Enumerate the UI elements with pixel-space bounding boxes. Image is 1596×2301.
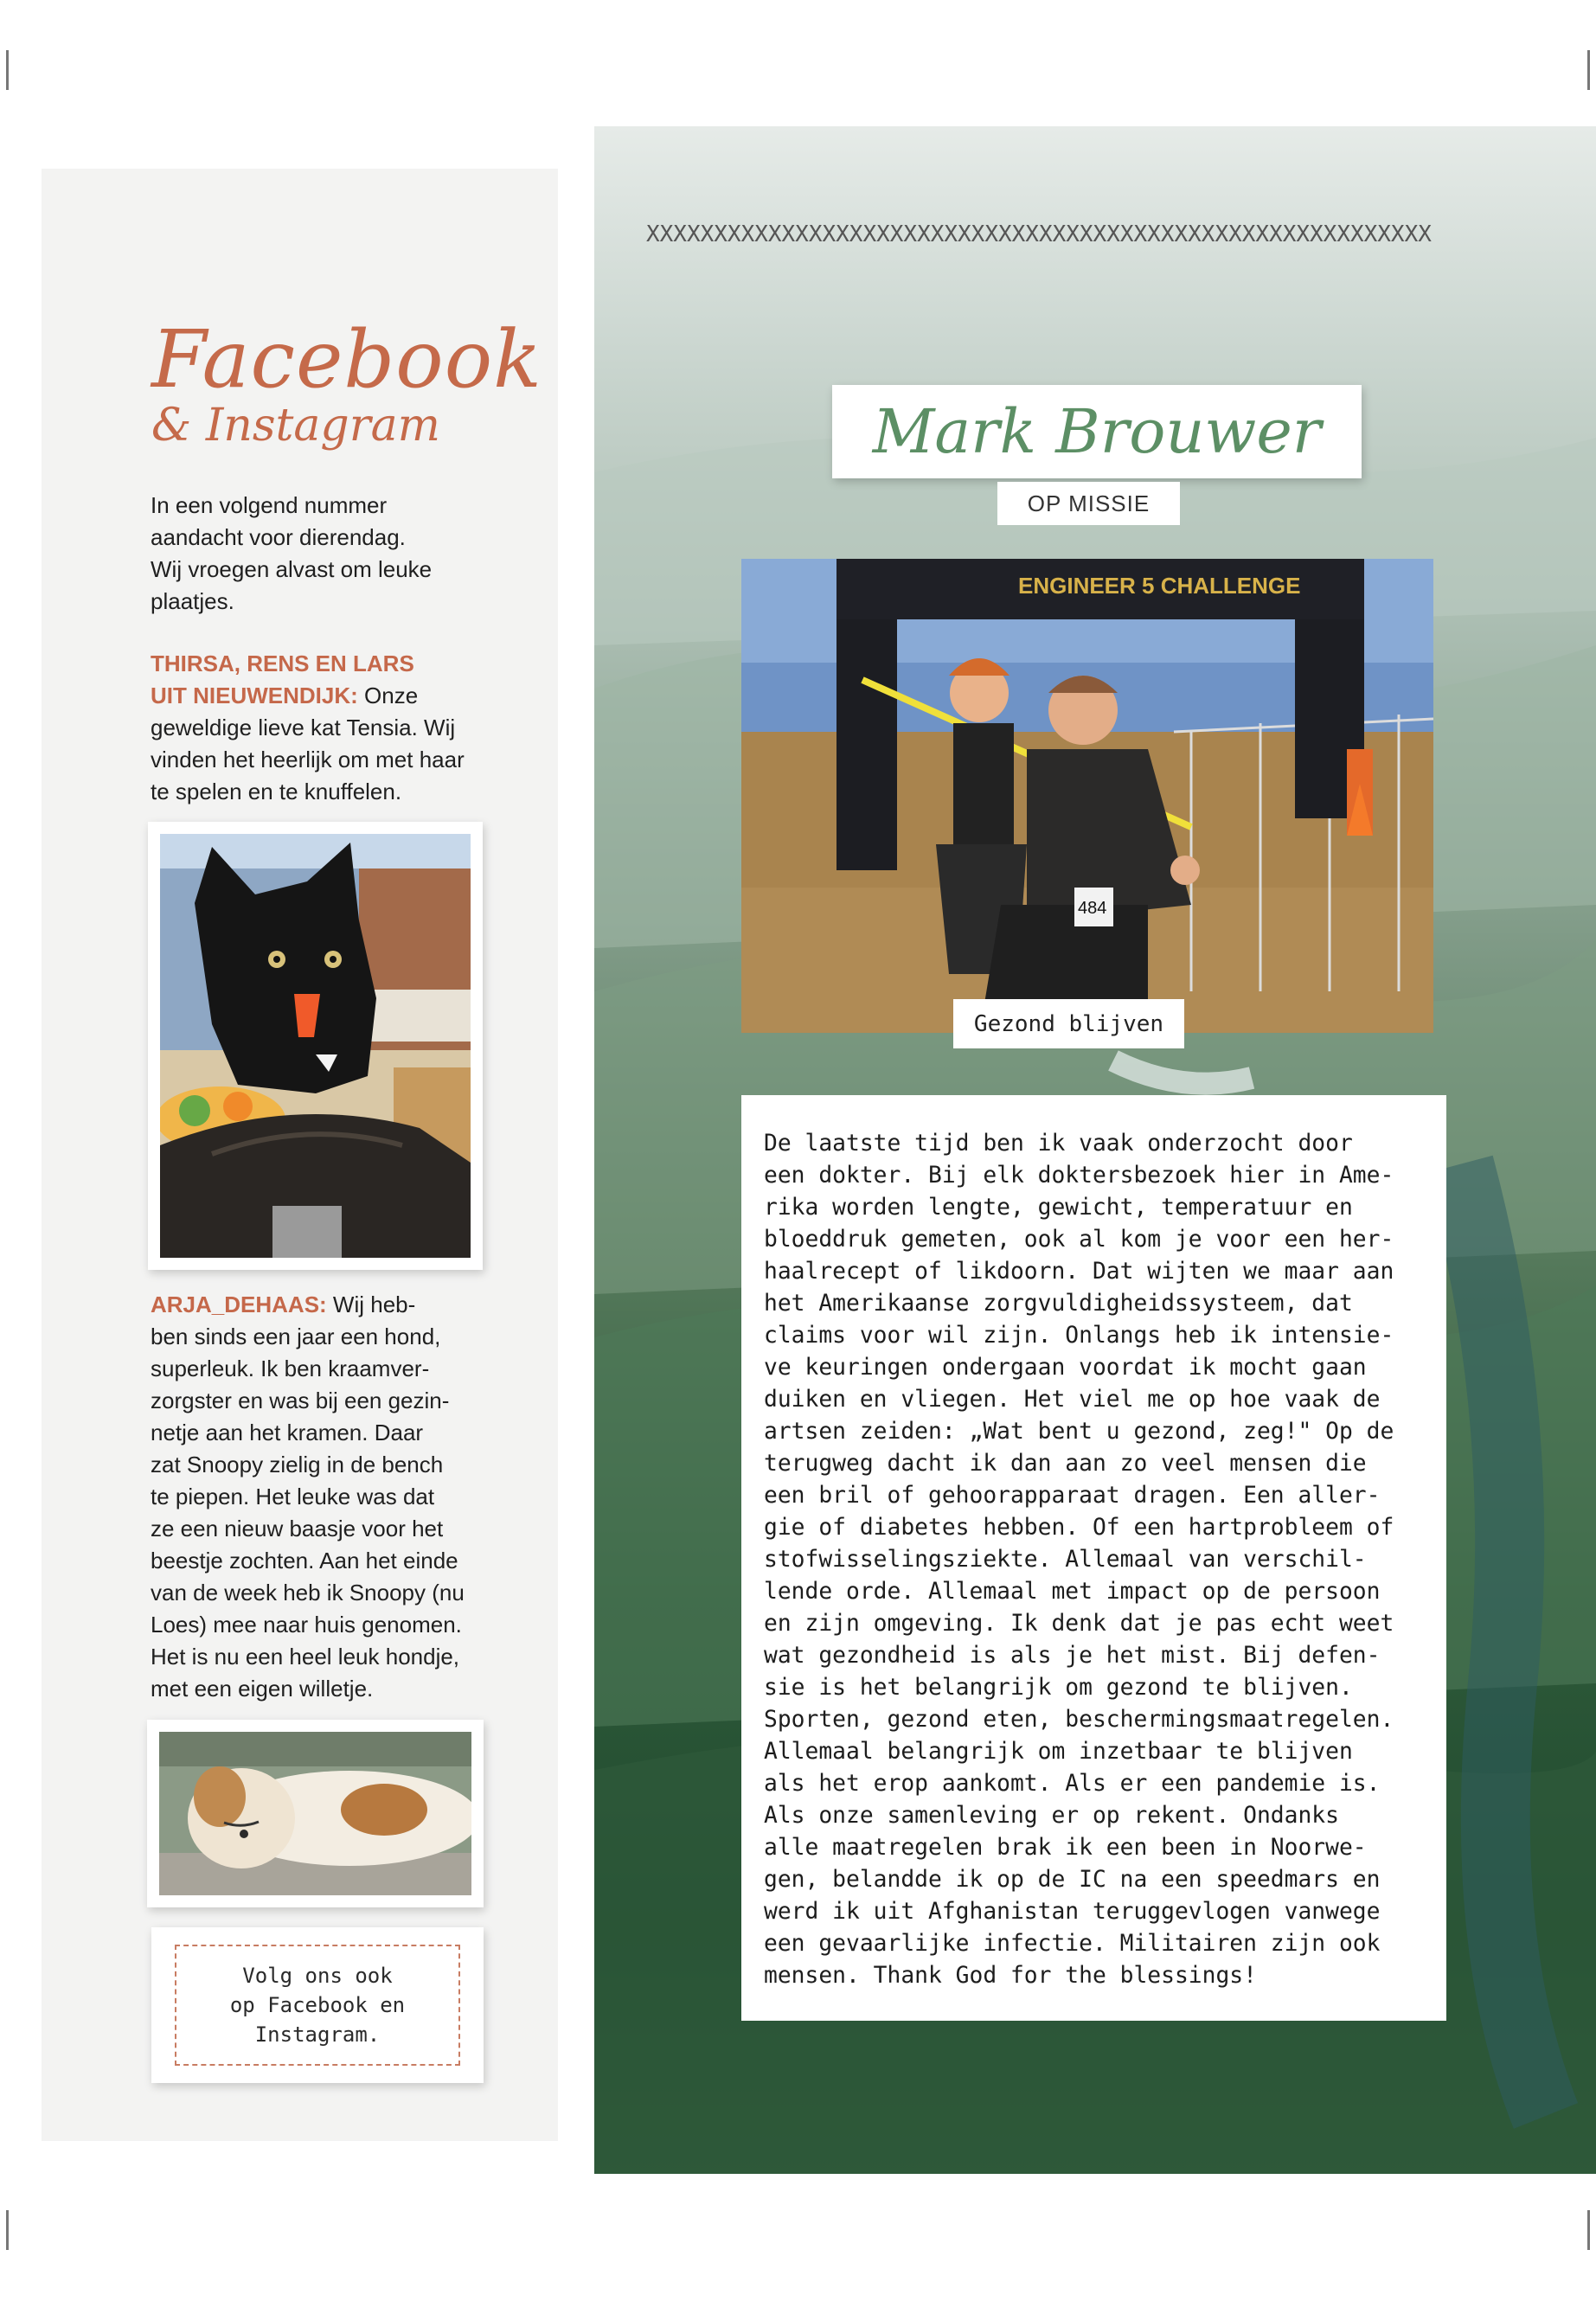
- arch-banner-text: ENGINEER 5 CHALLENGE: [1018, 573, 1301, 599]
- crop-mark-top-right: [1587, 50, 1590, 90]
- post-text: Onze geweldige lieve kat Tensia. Wij vinden het heerlijk om met haar te spelen en te knuffelen.: [151, 683, 465, 804]
- intro-text: In een volgend nummer aandacht voor dierendag. Wij vroegen alvast om leuke plaatjes.: [151, 492, 433, 614]
- post-thirsa: [151, 648, 492, 808]
- article-title: Mark Brouwer: [872, 396, 1322, 467]
- article-body-box: [741, 1095, 1446, 2021]
- post-arja: [151, 1289, 492, 1705]
- photo-caption: Gezond blijven: [953, 999, 1184, 1048]
- cat-image: [160, 834, 471, 1258]
- post-text: Wij heb- ben sinds een jaar een hond, superleuk. Ik ben kraamver- zorgster en was bij een gezin- netje aan het kramen. Daar zat Snoopy zielig in de bench te piepen. Het leuke was dat ze een nieuw baasje voor het beestje zochten. Aan het einde van de week heb ik Snoopy (nu Loes) mee naar huis genomen. Het is nu een heel leuk hondje, met een eigen willetje.: [151, 1292, 465, 1702]
- crop-mark-bottom-right: [1587, 2210, 1590, 2250]
- cat-photo: [148, 822, 483, 1270]
- race-photo: [741, 559, 1433, 1033]
- race-image: [741, 559, 1433, 1033]
- bib-number: 484: [1078, 899, 1107, 918]
- article-body: De laatste tijd ben ik vaak onderzocht door een dokter. Bij elk doktersbezoek hier in Ame- rika worden lengte, gewicht, temperatuur en bloeddruk gemeten, ook al kom je voor een her- haalrecept of likdoorn. Dat wijten we maar aan het Amerikaanse zorgvuldigheidssysteem, dat claims voor wil zijn. Onlangs heb ik intensie- ve keuringen ondergaan voordat ik mocht gaan duiken en vliegen. Het viel me op hoe vaak de artsen zeiden: „Wat bent u gezond, zeg!" Op de terugweg dacht ik dan aan zo veel mensen die een bril of gehoorapparaat dragen. Een aller- gie of diabetes hebben. Of een hartprobleem of stofwisselingsziekte. Allemaal van verschil- lende orde. Allemaal met impact op de persoon en zijn omgeving. Ik denk dat je pas echt weet wat gezondheid is als je het mist. Bij defen- sie is het belangrijk om gezond te blijven. Sporten, gezond eten, beschermingsmaatregelen. Allemaal belangrijk om inzetbaar te blijven als het erop aankomt. Als er een pandemie is. Als onze samenleving er op rekent. Ondanks alle maatregelen brak ik een been in Noorwe- gen, belandde ik op de IC na een speedmars en werd ik uit Afghanistan teruggevlogen vanwege een gevaarlijke infectie. Militairen zijn ook mensen. Thank God for the blessings!: [764, 1131, 1394, 1989]
- decorative-x-row: XXXXXXXXXXXXXXXXXXXXXXXXXXXXXXXXXXXXXXXXXXXXXXXXXXXXXXXXXX: [646, 221, 1432, 247]
- post-author: THIRSA, RENS EN LARS UIT NIEUWENDIJK:: [151, 651, 414, 708]
- follow-us-text: Volg ons ook op Facebook en Instagram.: [175, 1945, 460, 2066]
- dog-photo: [147, 1720, 484, 1907]
- dog-image: [159, 1732, 471, 1895]
- facebook-title: Facebook: [151, 313, 542, 406]
- crop-mark-bottom-left: [6, 2210, 9, 2250]
- follow-us-box: [151, 1927, 484, 2083]
- crop-mark-top-left: [6, 50, 9, 90]
- instagram-subtitle: & Instagram: [151, 400, 440, 452]
- article-name-box: [832, 385, 1362, 478]
- post-author: ARJA_DEHAAS:: [151, 1292, 327, 1317]
- article-tag: OP MISSIE: [997, 482, 1180, 525]
